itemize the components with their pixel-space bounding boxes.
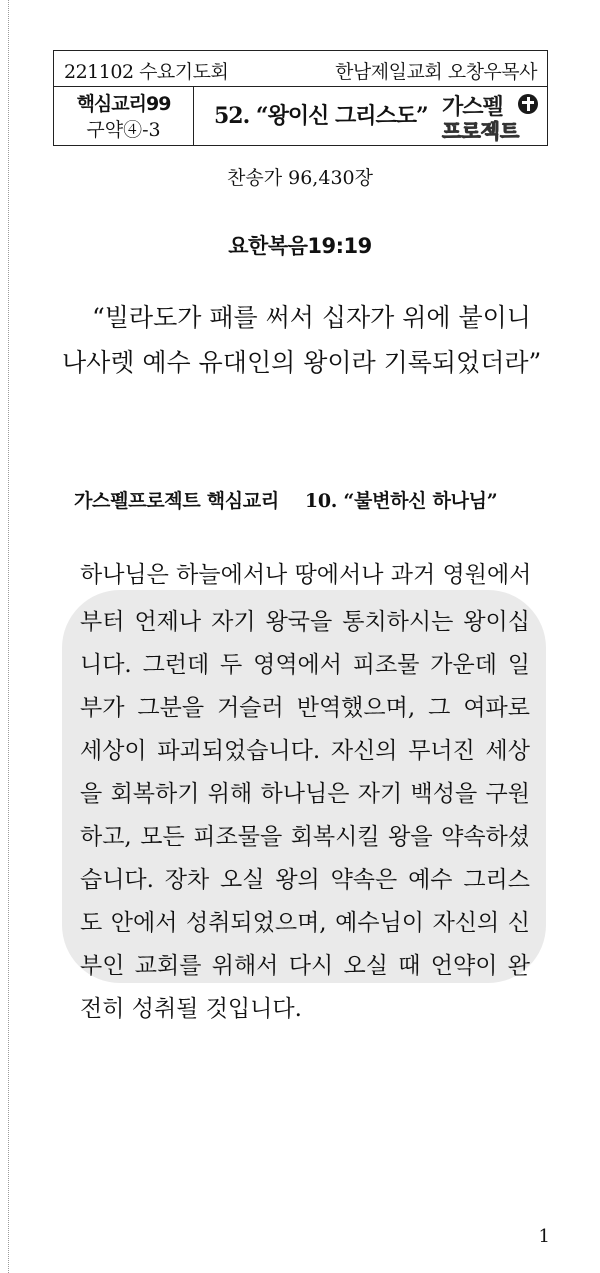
scripture-reference: 요한복음19:19 [228, 234, 372, 258]
header-church-label: 한남제일교회 오창우목사 [335, 61, 537, 83]
series-subtitle: 구약④-3 [86, 119, 161, 141]
hymn-numbers: 찬송가 96,430장 [227, 167, 373, 189]
body-text-line: 부가 그분을 거슬러 반역했으며, 그 여파로 [80, 695, 530, 721]
sermon-title: 52. “왕이신 그리스도” [214, 103, 428, 129]
body-text-line: 니다. 그런데 두 영역에서 피조물 가운데 일 [80, 652, 530, 678]
header-date-label: 221102 수요기도회 [64, 61, 229, 83]
body-text-line: 하나님은 하늘에서나 땅에서나 과거 영원에서 [80, 562, 532, 588]
page-left-dotted-border [8, 0, 9, 1273]
body-text-line: 습니다. 장차 오실 왕의 약속은 예수 그리스 [80, 867, 530, 893]
header-bottom-row [54, 87, 547, 145]
gospel-project-logo [438, 90, 542, 142]
body-text-line: 부터 언제나 자기 왕국을 통치하시는 왕이십 [80, 609, 530, 635]
body-text-line: 세상이 파괴되었습니다. 자신의 무너진 세상 [80, 738, 530, 764]
header-table [53, 50, 548, 146]
body-text-line: 부인 교회를 위해서 다시 오실 때 언약이 완 [80, 953, 530, 979]
series-cell [54, 87, 194, 145]
body-text-line: 하고, 모든 피조물을 회복시킬 왕을 약속하셨 [80, 824, 530, 850]
page-number: 1 [538, 1226, 550, 1247]
logo-bottom-text: 프로젝트 [442, 119, 520, 143]
scripture-verse-line: “빌라도가 패를 써서 십자가 위에 붙이니 [92, 303, 531, 332]
header-top-row [54, 51, 547, 87]
cross-icon [518, 94, 538, 114]
body-text-line: 도 안에서 성취되었으며, 예수님이 자신의 신 [80, 910, 530, 936]
doctrine-section-heading [74, 486, 497, 513]
body-text-line: 전히 성취될 것입니다. [80, 996, 302, 1022]
series-title: 핵심교리99 [76, 93, 171, 115]
section-title: 10. “불변하신 하나님” [304, 490, 498, 512]
section-label: 가스펠프로젝트 핵심교리 [74, 490, 279, 512]
logo-top-text: 가스펠 [442, 95, 503, 120]
body-text-line: 을 회복하기 위해 하나님은 자기 백성을 구원 [80, 781, 530, 807]
scripture-verse-line: 나사렛 예수 유대인의 왕이라 기록되었더라” [62, 348, 542, 377]
